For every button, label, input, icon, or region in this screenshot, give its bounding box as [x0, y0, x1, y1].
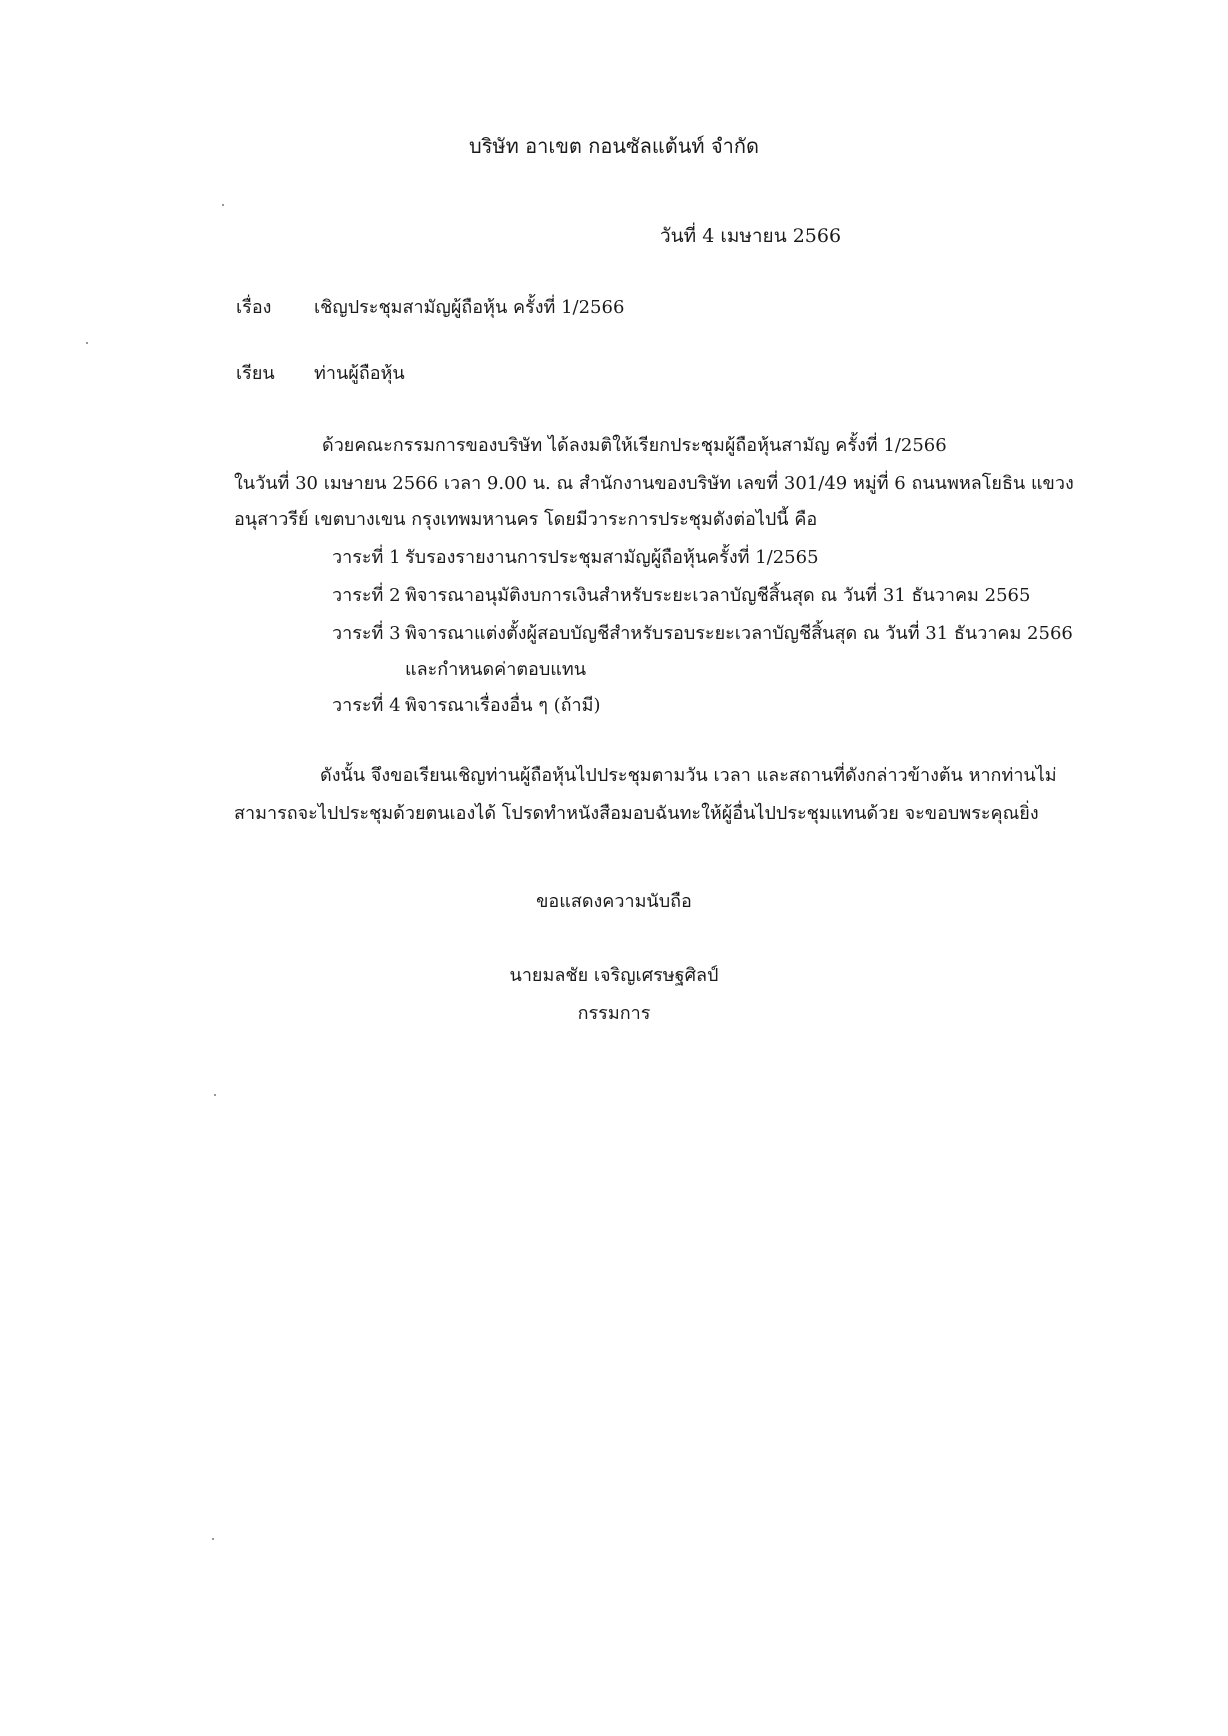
recipient-label: เรียน	[236, 363, 275, 384]
agenda-1-text: รับรองรายงานการประชุมสามัญผู้ถือหุ้นครั้งที่ 1/2565	[405, 547, 819, 568]
subject-label: เรื่อง	[236, 297, 272, 318]
agenda-4-text: พิจารณาเรื่องอื่น ๆ (ถ้ามี)	[405, 695, 601, 716]
closing-line-1: ดังนั้น จึงขอเรียนเชิญท่านผู้ถือหุ้นไปประชุมตามวัน เวลา และสถานที่ดังกล่าวข้างต้น หากท่านไม่	[320, 765, 1057, 786]
body-line-3: อนุสาวรีย์ เขตบางเขน กรุงเทพมหานคร โดยมีวาระการประชุมดังต่อไปนี้ คือ	[234, 509, 818, 530]
body-line-2: ในวันที่ 30 เมษายน 2566 เวลา 9.00 น. ณ สำนักงานของบริษัท เลขที่ 301/49 หมู่ที่ 6 ถนนพหลโยธิน แขวง	[234, 473, 1074, 494]
subject-text: เชิญประชุมสามัญผู้ถือหุ้น ครั้งที่ 1/2566	[314, 297, 625, 318]
signer-name: นายมลชัย เจริญเศรษฐศิลป์	[509, 965, 719, 986]
regards-text: ขอแสดงความนับถือ	[536, 891, 692, 912]
scan-speck	[214, 1094, 216, 1096]
agenda-3-number: วาระที่ 3	[332, 623, 401, 644]
scan-speck	[86, 342, 88, 344]
agenda-2-number: วาระที่ 2	[332, 585, 401, 606]
closing-line-2: สามารถจะไปประชุมด้วยตนเองได้ โปรดทำหนังสือมอบฉันทะให้ผู้อื่นไปประชุมแทนด้วย จะขอบพระคุณยิ่ง	[234, 803, 1039, 824]
agenda-2-text: พิจารณาอนุมัติงบการเงินสำหรับระยะเวลาบัญชีสิ้นสุด ณ วันที่ 31 ธันวาคม 2565	[405, 585, 1031, 606]
letter-date: วันที่ 4 เมษายน 2566	[660, 225, 842, 247]
agenda-3-continuation: และกำหนดค่าตอบแทน	[405, 659, 587, 680]
scan-speck	[212, 1538, 214, 1540]
agenda-1-number: วาระที่ 1	[332, 547, 401, 568]
scan-speck	[222, 204, 224, 206]
agenda-3-text: พิจารณาแต่งตั้งผู้สอบบัญชีสำหรับรอบระยะเวลาบัญชีสิ้นสุด ณ วันที่ 31 ธันวาคม 2566	[405, 623, 1073, 644]
agenda-4-number: วาระที่ 4	[332, 695, 401, 716]
company-name: บริษัท อาเขต กอนซัลแต้นท์ จำกัด	[468, 134, 760, 158]
recipient-text: ท่านผู้ถือหุ้น	[314, 363, 405, 384]
signer-title: กรรมการ	[577, 1003, 651, 1024]
body-line-1: ด้วยคณะกรรมการของบริษัท ได้ลงมติให้เรียกประชุมผู้ถือหุ้นสามัญ ครั้งที่ 1/2566	[322, 435, 947, 456]
